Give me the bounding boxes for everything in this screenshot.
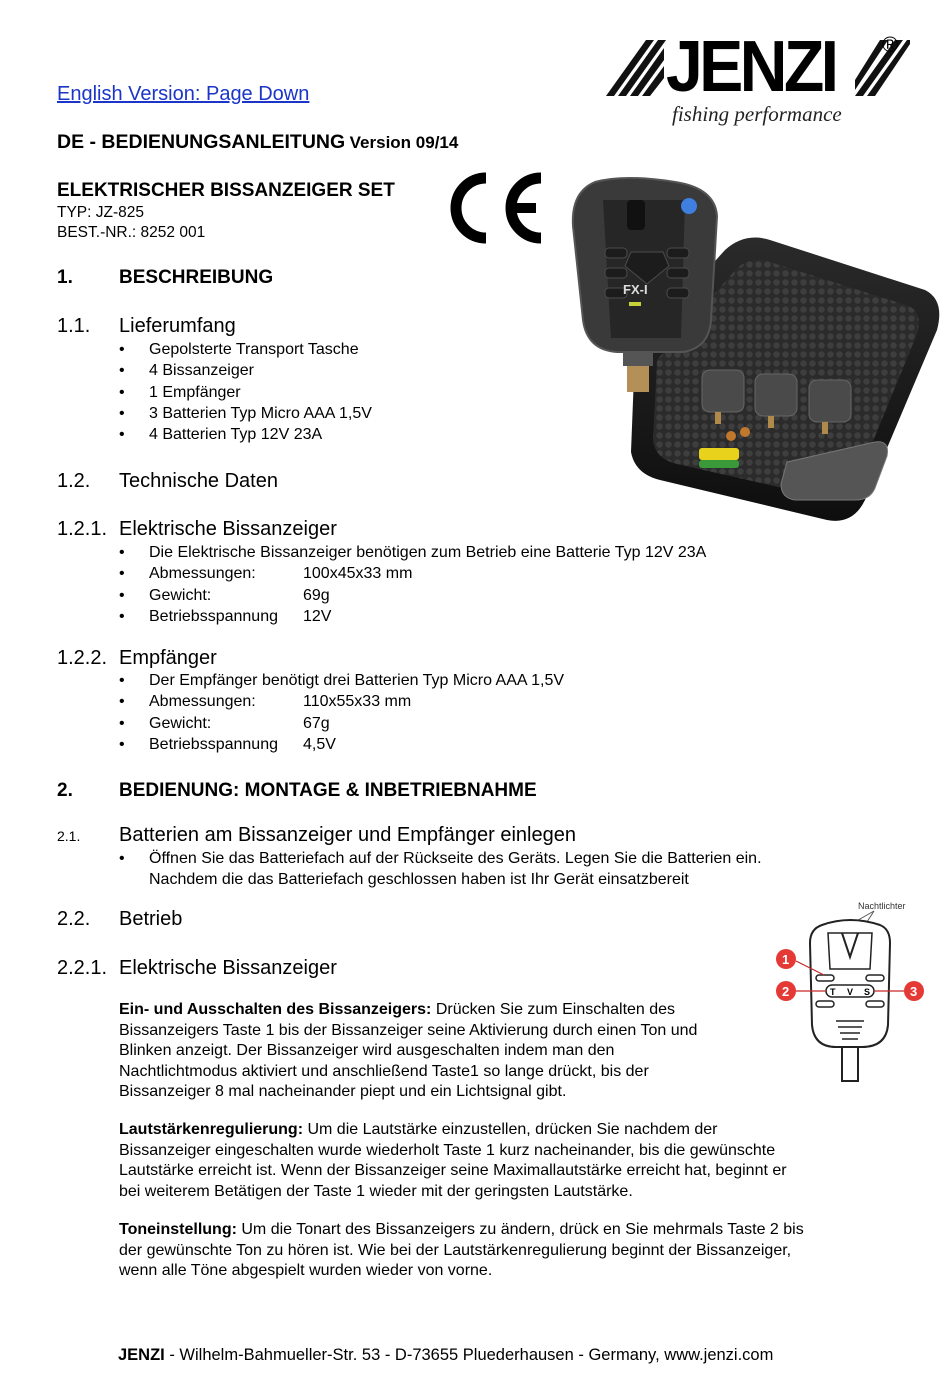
list-item: • Der Empfänger benötigt drei Batterien Typ Micro AAA 1,5V	[119, 670, 564, 691]
section-title: Elektrische Bissanzeiger	[119, 518, 337, 540]
paragraph-heading: Toneinstellung:	[119, 1221, 237, 1238]
diagram-button-v: V	[847, 987, 854, 997]
list-item: • Die Elektrische Bissanzeiger benötigen zum Betrieb eine Batterie Typ 12V 23A	[119, 542, 706, 563]
bite-alarm-diagram	[770, 895, 930, 1090]
callout-1: 1	[782, 952, 790, 967]
section-2-2-heading	[57, 908, 182, 931]
spec-key: Betriebsspannung	[149, 735, 278, 753]
section-title: Batterien am Bissanzeiger und Empfänger einlegen	[119, 824, 576, 846]
product-order-number: BEST.-NR.: 8252 001	[57, 224, 206, 241]
section-number: 2.2.1.	[57, 957, 108, 979]
receiver-specs-list	[119, 670, 564, 755]
list-item: • 3 Batterien Typ Micro AAA 1,5V	[119, 403, 372, 424]
page-footer	[118, 1346, 773, 1365]
paragraph-tone	[119, 1220, 859, 1282]
ce-mark-icon	[446, 172, 546, 249]
section-number: 2.2.	[57, 908, 91, 930]
list-item: • Gepolsterte Transport Tasche	[119, 339, 372, 360]
section-number: 2.1.	[57, 828, 81, 844]
jenzi-logo	[600, 27, 910, 132]
spec-row	[119, 691, 564, 712]
instruction-line-1: Öffnen Sie das Batteriefach auf der Rückseite des Geräts. Legen Sie die Batterien ein.	[149, 850, 762, 867]
list-item: • 4 Batterien Typ 12V 23A	[119, 424, 372, 445]
section-title: Elektrische Bissanzeiger	[119, 957, 337, 979]
section-2-heading	[57, 780, 537, 802]
section-title: Lieferumfang	[119, 315, 236, 337]
section-1-2-2-heading	[57, 647, 217, 670]
delivery-scope-list	[119, 339, 372, 445]
spec-value: 110x55x33 mm	[303, 693, 412, 711]
section-1-2-1-heading	[57, 518, 337, 541]
product-type: TYP: JZ-825	[57, 204, 144, 221]
spec-value: 12V	[303, 607, 332, 625]
paragraph-line: Um die Tonart des Bissanzeigers zu ändern, drück en Sie mehrmals Taste 2 bis	[236, 1221, 804, 1238]
paragraph-line: Bissanzeiger 8 mal nacheinander piept und ein Lichtsignal gibt.	[119, 1083, 567, 1100]
section-number: 2.	[57, 780, 73, 801]
paragraph-line: Bissanzeigers Taste 1 bis der Bissanzeiger seine Aktivierung durch einen Ton und	[119, 1021, 698, 1039]
spec-row	[119, 734, 564, 755]
section-1-1-heading	[57, 315, 236, 338]
spec-key: Gewicht:	[149, 586, 212, 604]
spec-key: Abmessungen:	[149, 693, 256, 711]
section-title: BESCHREIBUNG	[119, 267, 274, 288]
section-number: 1.2.2.	[57, 647, 108, 669]
spec-value: 69g	[303, 586, 330, 604]
doc-title-text: DE - BEDIENUNGSANLEITUNG	[57, 131, 346, 153]
section-title: BEDIENUNG: MONTAGE & INBETRIEBNAHME	[119, 780, 537, 801]
spec-row	[119, 606, 706, 627]
bite-alarm-specs-list	[119, 542, 706, 627]
paragraph-line: wenn alle Töne abgespielt wurden wieder von vorne.	[119, 1262, 493, 1279]
section-2-1-heading	[57, 824, 576, 847]
spec-row	[119, 585, 706, 606]
paragraph-line: der gewünschte Ton zu hören ist. Wie bei der Lautstärkenregulierung beginnt der Bissanzeiger,	[119, 1241, 792, 1259]
product-photo	[565, 170, 945, 540]
paragraph-line: Blinken anzeigt. Der Bissanzeiger wird ausgeschalten indem man den	[119, 1042, 615, 1059]
section-number: 1.1.	[57, 315, 91, 337]
diagram-button-t: T	[830, 987, 836, 997]
battery-instructions	[119, 848, 762, 891]
section-title: Betrieb	[119, 908, 183, 930]
paragraph-line: Drücken Sie zum Einschalten des	[431, 1001, 676, 1018]
diagram-button-s: S	[864, 987, 871, 997]
footer-address: - Wilhelm-Bahmueller-Str. 53 - D-73655 Pluederhausen - Germany, www.jenzi.com	[164, 1346, 774, 1364]
section-number: 1.2.	[57, 470, 91, 492]
paragraph-heading: Ein- und Ausschalten des Bissanzeigers:	[119, 1001, 432, 1018]
paragraph-heading: Lautstärkenregulierung:	[119, 1121, 304, 1138]
diagram-night-light-label: Nachtlichter	[858, 901, 906, 911]
list-item: • 1 Empfänger	[119, 382, 372, 403]
spec-row	[119, 713, 564, 734]
section-title: Technische Daten	[119, 470, 278, 492]
spec-key: Betriebsspannung	[149, 607, 278, 625]
footer-company: JENZI	[118, 1346, 165, 1364]
section-1-2-heading	[57, 470, 278, 493]
spec-value: 67g	[303, 714, 330, 732]
paragraph-power	[119, 1000, 759, 1103]
paragraph-line: Nachtlichtmodus aktiviert und anschließend Taste1 so lange drückt, bis der	[119, 1062, 649, 1080]
paragraph-line: Lautstärke erreicht ist. Wenn der Bissanzeiger seine Maximallautstärke erreicht hat, beginnt er	[119, 1162, 787, 1179]
spec-key: Gewicht:	[149, 714, 212, 732]
callout-3: 3	[910, 984, 918, 999]
english-version-link[interactable]: English Version: Page Down	[57, 83, 310, 105]
spec-key: Abmessungen:	[149, 565, 256, 583]
section-number: 1.2.1.	[57, 518, 108, 540]
instruction-line-2: Nachdem die das Batteriefach geschlossen haben ist Ihr Gerät einsatzbereit	[149, 871, 689, 889]
doc-version: Version 09/14	[349, 133, 459, 152]
spec-value: 4,5V	[303, 735, 336, 753]
registered-mark: ®	[882, 32, 899, 57]
brand-tagline: fishing performance	[672, 102, 842, 126]
list-item	[119, 848, 762, 891]
paragraph-line: Um die Lautstärke einzustellen, drücken Sie nachdem der	[303, 1121, 718, 1138]
product-title: ELEKTRISCHER BISSANZEIGER SET	[57, 180, 395, 201]
section-title: Empfänger	[119, 647, 217, 669]
callout-2: 2	[782, 984, 790, 999]
paragraph-line: Bissanzeiger eingeschalten wurde wiederholt Taste 1 kurz nacheinander, bis die gewünschte	[119, 1141, 776, 1159]
spec-row	[119, 563, 706, 584]
doc-title	[57, 131, 458, 154]
spec-value: 100x45x33 mm	[303, 565, 413, 583]
list-item: • 4 Bissanzeiger	[119, 360, 372, 381]
section-1-heading	[57, 267, 273, 289]
section-number: 1.	[57, 267, 73, 288]
paragraph-volume	[119, 1120, 859, 1202]
brand-name: JENZI	[666, 27, 836, 107]
device-label: FX-I	[623, 282, 648, 297]
section-2-2-1-heading	[57, 957, 337, 980]
paragraph-line: bei weiterem Betätigen der Taste 1 wieder mit der geringsten Lautstärke.	[119, 1182, 633, 1200]
